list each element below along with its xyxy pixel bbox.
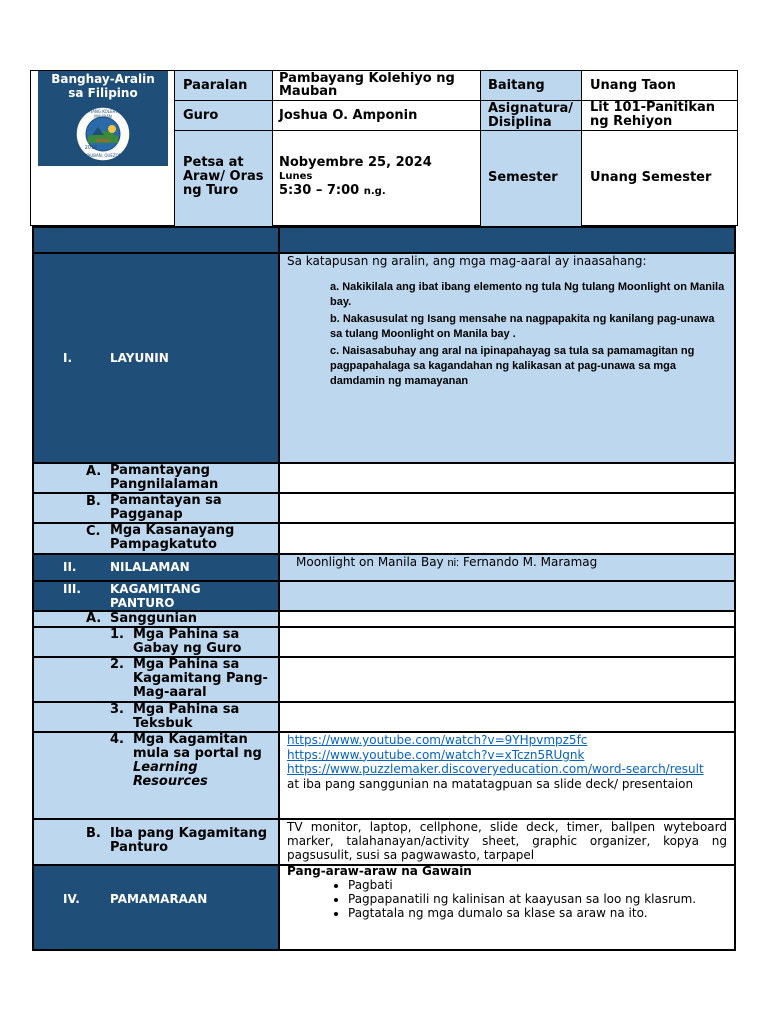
petsa-time: 5:30 – 7:00 [279, 183, 360, 198]
layunin-item: c. Naisasabuhay ang aral na ipinapahayag sa tula sa pamamagitan ng pagpapahalaga sa kagandahan ng kalikasan at pag-unawa sa mga damdamin ng mamayanan [330, 345, 695, 387]
pamamaraan-list [280, 878, 768, 920]
pamamaraan-label: PAMAMARAAN [110, 892, 208, 906]
logo-place: MAUBAN, QUEZON [84, 153, 122, 158]
paaralan-label: Paaralan [183, 78, 248, 93]
sub-a-num: A. [86, 464, 102, 479]
list-item: • Pagpapanatili ng kalinisan at kaayusan sa loo ng klasrum. [348, 892, 768, 906]
pagganap-label-cell [34, 494, 278, 522]
nilalaman-label-cell [34, 555, 278, 580]
sub-b-num: B. [86, 494, 101, 509]
layunin-label-cell [34, 254, 278, 462]
nilalaman-num: II. [63, 560, 77, 574]
sanggunian-num: A. [86, 611, 102, 626]
links-note: at iba pang sanggunian na matatagpuan sa slide deck/ presentaion [287, 776, 694, 791]
gabay-label-cell [34, 628, 278, 656]
s2-label: Mga Pahina sa Kagamitang Pang-Mag-aaral [133, 657, 268, 700]
kagamitang-pang-mag-aaral-label-cell [34, 658, 278, 701]
header-label-cell [175, 71, 272, 100]
paaralan-value: Pambayang Kolehiyo ng Mauban [279, 71, 455, 99]
kagamitan-label-cell [34, 582, 278, 610]
kag-b-num: B. [86, 826, 101, 841]
s3-num: 3. [110, 702, 124, 717]
sub-c-num: C. [86, 524, 101, 539]
nilalaman-label: NILALAMAN [110, 560, 190, 574]
kasanayan-label-cell [34, 524, 278, 553]
semester-label: Semester [488, 170, 558, 185]
list-item: • Pagbati [348, 878, 768, 892]
guro-label: Guro [183, 108, 219, 123]
s4-label-italic: Learning Resources [133, 760, 208, 789]
table-header-right [280, 228, 734, 252]
kagamitan-value-cell [280, 582, 734, 610]
semester-value: Unang Semester [590, 170, 712, 185]
s2-num: 2. [110, 657, 124, 672]
header-label-cell [481, 71, 581, 100]
kagamitan-label: KAGAMITANG PANTURO [110, 582, 201, 610]
layunin-intro: Sa katapusan ng aralin, ang mga mag-aaral ay inaasahang: [287, 254, 647, 268]
layunin-item: b. Nakasusulat ng Isang mensahe na nagpapakita ng kanilang pag-unawa sa tulang Moonlight on Manila bay . [330, 313, 715, 340]
pamantayang-value-cell [280, 464, 734, 492]
header-label-cell [481, 131, 581, 226]
s1-num: 1. [110, 627, 124, 642]
sanggunian-label: Sanggunian [110, 611, 197, 626]
s4-label-block [133, 733, 273, 789]
pamamaraan-value-cell [280, 866, 734, 949]
guro-value: Joshua O. Amponin [279, 108, 418, 123]
petsa-value [279, 156, 475, 199]
nilalaman-author: Fernando M. Maramag [462, 555, 598, 569]
layunin-item: a. Nakikilala ang ibat ibang elemento ng tula Ng tulang Moonlight on Manila bay. [330, 281, 725, 308]
baitang-label: Baitang [488, 78, 545, 93]
nilalaman-title: Moonlight on Manila Bay [296, 555, 444, 569]
nilalaman-value-cell [280, 555, 734, 580]
s1-label: Mga Pahina sa Gabay ng Guro [133, 627, 242, 656]
layunin-value-cell [280, 254, 734, 462]
nilalaman-ni: ni: [447, 557, 460, 569]
petsa-time-line [279, 184, 475, 199]
header-title-block [38, 71, 168, 166]
portal-label-cell [34, 733, 278, 818]
pamamaraan-heading: Pang-araw-araw na Gawain [287, 864, 472, 878]
header-label-cell [175, 131, 272, 226]
pagganap-value-cell [280, 494, 734, 522]
sanggunian-label-cell [34, 612, 278, 626]
header-divider [272, 70, 273, 226]
kag-b-label: Iba pang Kagamitang Panturo [110, 826, 268, 855]
kagamitan-num: III. [63, 582, 81, 596]
links-block [287, 733, 727, 791]
petsa-date: Nobyembre 25, 2024 [279, 155, 432, 170]
teksbuk-value-cell [280, 703, 734, 731]
s4-num: 4. [110, 732, 124, 747]
layunin-num: I. [63, 351, 73, 365]
nilalaman-value [296, 555, 597, 570]
reference-link[interactable]: https://www.youtube.com/watch?v=xTczn5RUgnk [287, 747, 585, 762]
s4-label: Mga Kagamitan mula sa portal ng [133, 732, 262, 761]
header-label-cell [481, 101, 581, 130]
reference-link[interactable]: https://www.puzzlemaker.discoveryeducation.com/word-search/result [287, 762, 704, 776]
pamamaraan-num: IV. [63, 892, 80, 906]
kag-b-value: TV monitor, laptop, cellphone, slide deck, timer, ballpen wyteboard marker, talahanayan/activity sheet, graphic organizer, kopya ng pagsusulit, susi sa pagwawasto, tarpapel [287, 820, 727, 862]
petsa-label: Petsa at Araw/ Oras ng Turo [183, 155, 264, 198]
layunin-label: LAYUNIN [110, 351, 169, 365]
pamamaraan-label-cell [34, 866, 278, 949]
baitang-value: Unang Taon [590, 78, 676, 93]
asignatura-value: Lit 101-Panitikan ng Rehiyon [590, 100, 716, 129]
header-divider [581, 70, 582, 226]
kagamitang-pang-mag-aaral-value-cell [280, 658, 734, 701]
sanggunian-value-cell [280, 612, 734, 626]
portal-value-cell [280, 733, 734, 818]
sub-c-label: Mga Kasanayang Pampagkatuto [110, 523, 235, 552]
petsa-suffix: n.g. [363, 186, 386, 197]
header-label-cell [175, 101, 272, 130]
header-title: Banghay-Aralin sa Filipino [51, 72, 155, 100]
asignatura-label: Asignatura/ Disiplina [488, 101, 573, 130]
teksbuk-label-cell [34, 703, 278, 731]
sub-a-label: Pamantayang Pangnilalaman [110, 463, 219, 492]
logo-ring-text: PAMBAYANG KOLEHIYO NG MAUBAN [76, 109, 130, 119]
iba-pang-value-cell [280, 820, 734, 864]
table-header-left [34, 228, 278, 252]
petsa-day: Lunes [279, 171, 313, 182]
reference-link[interactable]: https://www.youtube.com/watch?v=9YHpvmpz5fc [287, 733, 588, 747]
kasanayan-value-cell [280, 524, 734, 553]
sub-b-label: Pamantayan sa Pagganap [110, 493, 222, 522]
list-item: • Pagtatala ng mga dumalo sa klase sa araw na ito. [348, 906, 768, 920]
pamantayang-label-cell [34, 464, 278, 492]
s3-label: Mga Pahina sa Teksbuk [133, 702, 240, 731]
iba-pang-label-cell [34, 820, 278, 864]
gabay-value-cell [280, 628, 734, 656]
logo-year: 2016 [84, 145, 98, 151]
